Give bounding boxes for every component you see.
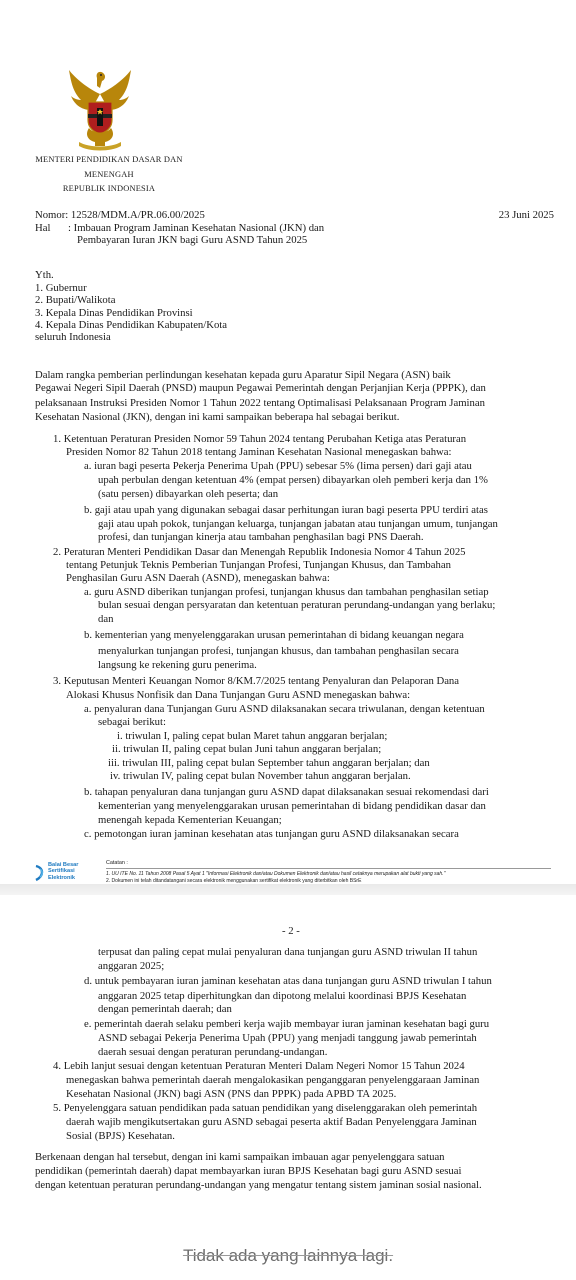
bsre-name-line: Balai Besar [48, 862, 79, 868]
page-2-line: daerah wajib mengikutsertakan guru ASND sebagai peserta aktif Badan Penyelenggara Jaminan [66, 1116, 477, 1128]
page-2-line: Berkenaan dengan hal tersebut, dengan ini kami sampaikan imbauan agar penyelenggara satuan [35, 1151, 445, 1163]
page-2-line: ASND sebagai Pekerja Penerima Upah (PPU) yang menjadi tanggung jawab pemerintah [98, 1032, 477, 1044]
point-1-line: Presiden Nomor 82 Tahun 2018 tentang Jaminan Kesehatan Nasional menegaskan bahwa: [66, 446, 452, 458]
point-3-line: iv. triwulan IV, paling cepat bulan November tahun anggaran berjalan. [110, 770, 411, 782]
garuda-emblem-icon [65, 68, 135, 152]
point-3-line: Alokasi Khusus Nonfisik dan Dana Tunjangan Guru ASND menegaskan bahwa: [66, 689, 411, 701]
page-2-line: 5. Penyelenggara satuan pendidikan pada satuan pendidikan yang diselenggarakan oleh pemerintah [53, 1102, 478, 1114]
subject-label: Hal [35, 222, 51, 234]
point-3-line: kementerian yang menyelenggarakan urusan pemerintahan di bidang pendidikan dasar dan [98, 800, 486, 812]
page-2-line: Kesehatan Nasional (JKN) bagi ASN (PNS dan PPPK) pada APBD TA 2025. [66, 1088, 397, 1100]
point-1-line: gaji atau upah pokok, tunjangan keluarga, tunjangan jabatan atau tunjangan umum, tunjangan [98, 518, 498, 530]
point-1-line: upah perbulan dengan ketentuan 4% (empat persen) dibayarkan oleh pemberi kerja dan 1% [98, 474, 488, 486]
page-2-line: d. untuk pembayaran iuran jaminan kesehatan atas dana tunjangan guru ASND triwulan I tahun [84, 975, 492, 987]
ministry-line-2: MENENGAH [84, 170, 134, 179]
intro-line: pelaksanaan Instruksi Presiden Nomor 1 Tahun 2022 tentang Optimalisasi Pelaksanaan Program Jaminan [35, 397, 485, 409]
footer-notes [106, 860, 445, 885]
point-1-line: 1. Ketentuan Peraturan Presiden Nomor 59 Tahun 2024 tentang Perubahan Ketiga atas Peraturan [53, 433, 467, 445]
point-1-line: (satu persen) dibayarkan oleh peserta; dan [98, 488, 279, 500]
footer-note-1: 1. UU ITE No. 11 Tahun 2008 Pasal 5 Ayat 1 "Informasi Elektronik dan/atau Dokumen Elektronik dan/atau hasil cetaknya merupakan alat bukti yang sah." [106, 871, 446, 877]
point-3-line: ii. triwulan II, paling cepat bulan Juni tahun anggaran berjalan; [112, 743, 382, 755]
bsre-name-line: Elektronik [48, 874, 76, 881]
page-2-line: anggaran 2025; [98, 960, 165, 972]
page-2-line: terpusat dan paling cepat mulai penyaluran dana tunjangan guru ASND triwulan II tahun [98, 946, 478, 958]
ministry-line-3: REPUBLIK INDONESIA [62, 184, 156, 193]
point-2-line: dan [98, 613, 114, 625]
letter-number: Nomor: 12528/MDM.A/PR.06.00/2025 [35, 209, 205, 221]
point-2-line: b. kementerian yang menyelenggarakan urusan pemerintahan di bidang keuangan negara [84, 629, 464, 641]
end-of-content-note: Tidak ada yang lainnya lagi. [182, 1246, 394, 1265]
point-1-line: profesi, dan tunjangan kinerja atau tambahan penghasilan bagi PNS Daerah. [98, 531, 424, 543]
page-2-line: e. pemerintah daerah selaku pemberi kerja wajib membayar iuran jaminan kesehatan bagi guru [84, 1018, 490, 1030]
point-3-line: iii. triwulan III, paling cepat bulan September tahun anggaran berjalan; dan [108, 757, 430, 769]
intro-line: Dalam rangka pemberian perlindungan kesehatan kepada guru Aparatur Sipil Negara (ASN) baik [35, 369, 451, 381]
point-3-line: menengah kepada Kementerian Keuangan; [98, 814, 282, 826]
page-2-line: daerah sesuai dengan peraturan perundang-undangan. [98, 1046, 328, 1058]
recipient-line: 1. Gubernur [35, 282, 87, 294]
recipient-line: seluruh Indonesia [35, 331, 111, 343]
recipient-line: Yth. [35, 269, 54, 281]
bsre-name-line: Sertifikasi [48, 868, 75, 875]
point-3-line: b. tahapan penyaluran dana tunjangan guru ASND dapat dilaksanakan sesuai rekomendasi dari [84, 786, 489, 798]
point-3-line: sebagai berikut: [98, 716, 166, 728]
recipient-line: 3. Kepala Dinas Pendidikan Provinsi [35, 307, 193, 319]
point-1-line: b. gaji atau upah yang digunakan sebagai dasar perhitungan iuran bagi peserta PPU terdiri atas [84, 504, 488, 516]
page-2-line: anggaran 2025 tetap diperhitungkan dan dipotong melalui koordinasi BPJS Kesehatan [98, 990, 467, 1002]
bsre-logo [34, 862, 104, 886]
point-2-line: tentang Petunjuk Teknis Pemberian Tunjangan Profesi, Tunjangan Khusus, dan Tambahan [66, 559, 451, 571]
footer-catatan: Catatan : [106, 860, 128, 866]
intro-line: Kesehatan Nasional (JKN), dengan ini kami sampaikan beberapa hal sebagai berikut. [35, 411, 400, 423]
page-2-line: dengan ketentuan peraturan perundang-undangan yang mengatur tentang sistem jaminan sosial nasional. [35, 1179, 482, 1191]
recipient-line: 4. Kepala Dinas Pendidikan Kabupaten/Kota [35, 319, 228, 331]
intro-line: Pegawai Negeri Sipil Daerah (PNSD) maupun Pegawai Pemerintah dengan Perjanjian Kerja (PPPK), dan [35, 382, 486, 394]
bsre-logo-icon [34, 864, 46, 882]
point-3-line: c. pemotongan iuran jaminan kesehatan atas tunjangan guru ASND dilaksanakan secara [84, 828, 459, 840]
point-1-line: a. iuran bagi peserta Pekerja Penerima Upah (PPU) sebesar 5% (lima persen) dari gaji atau [84, 460, 472, 472]
subject-line-2: Pembayaran Iuran JKN bagi Guru ASND Tahun 2025 [77, 234, 308, 246]
page-number: - 2 - [282, 925, 300, 937]
point-3-line: i. triwulan I, paling cepat bulan Maret tahun anggaran berjalan; [117, 730, 388, 742]
point-2-line: langsung ke rekening guru penerima. [98, 659, 257, 671]
page-2-line: pendidikan (pemerintah daerah) dapat membayarkan iuran BPJS Kesehatan bagi guru ASND sesuai [35, 1165, 462, 1177]
subject-line-1: : Imbauan Program Jaminan Kesehatan Nasional (JKN) dan [68, 222, 325, 234]
point-2-line: bulan sesuai dengan persyaratan dan ketentuan peraturan perundang-undangan yang berlaku; [98, 599, 496, 611]
page-2-line: dengan pemerintah daerah; dan [98, 1003, 232, 1015]
page-2-line: Sosial (BPJS) Kesehatan. [66, 1130, 175, 1142]
point-2-line: a. guru ASND diberikan tunjangan profesi, tunjangan khusus dan tambahan penghasilan setiap [84, 586, 489, 598]
point-2-line: 2. Peraturan Menteri Pendidikan Dasar dan Menengah Republik Indonesia Nomor 4 Tahun 2025 [53, 546, 466, 558]
point-3-line: a. penyaluran dana Tunjangan Guru ASND dilaksanakan secara triwulanan, dengan ketentuan [84, 703, 485, 715]
page-2-line: menegaskan bahwa pemerintah daerah mengalokasikan penganggaran penyelenggaraan Jaminan [66, 1074, 480, 1086]
letter-date: 23 Juni 2025 [498, 209, 554, 221]
page-2-line: 4. Lebih lanjut sesuai dengan ketentuan Peraturan Menteri Dalam Negeri Nomor 15 Tahun 2024 [53, 1060, 465, 1072]
footer-divider [106, 868, 551, 869]
point-2-line: menyalurkan tunjangan profesi, tunjangan khusus, dan tambahan penghasilan secara [98, 645, 459, 657]
point-2-line: Penghasilan Guru ASN Daerah (ASND), menegaskan bahwa: [66, 572, 330, 584]
recipient-line: 2. Bupati/Walikota [35, 294, 116, 306]
footer-note-2: 2. Dokumen ini telah ditandatangani secara elektronik menggunakan sertifikat elektronik yang diterbitkan oleh BSrE [106, 878, 362, 884]
ministry-line-1: MENTERI PENDIDIKAN DASAR DAN [35, 155, 183, 164]
point-3-line: 3. Keputusan Menteri Keuangan Nomor 8/KM.7/2025 tentang Penyaluran dan Pelaporan Dana [53, 675, 460, 687]
